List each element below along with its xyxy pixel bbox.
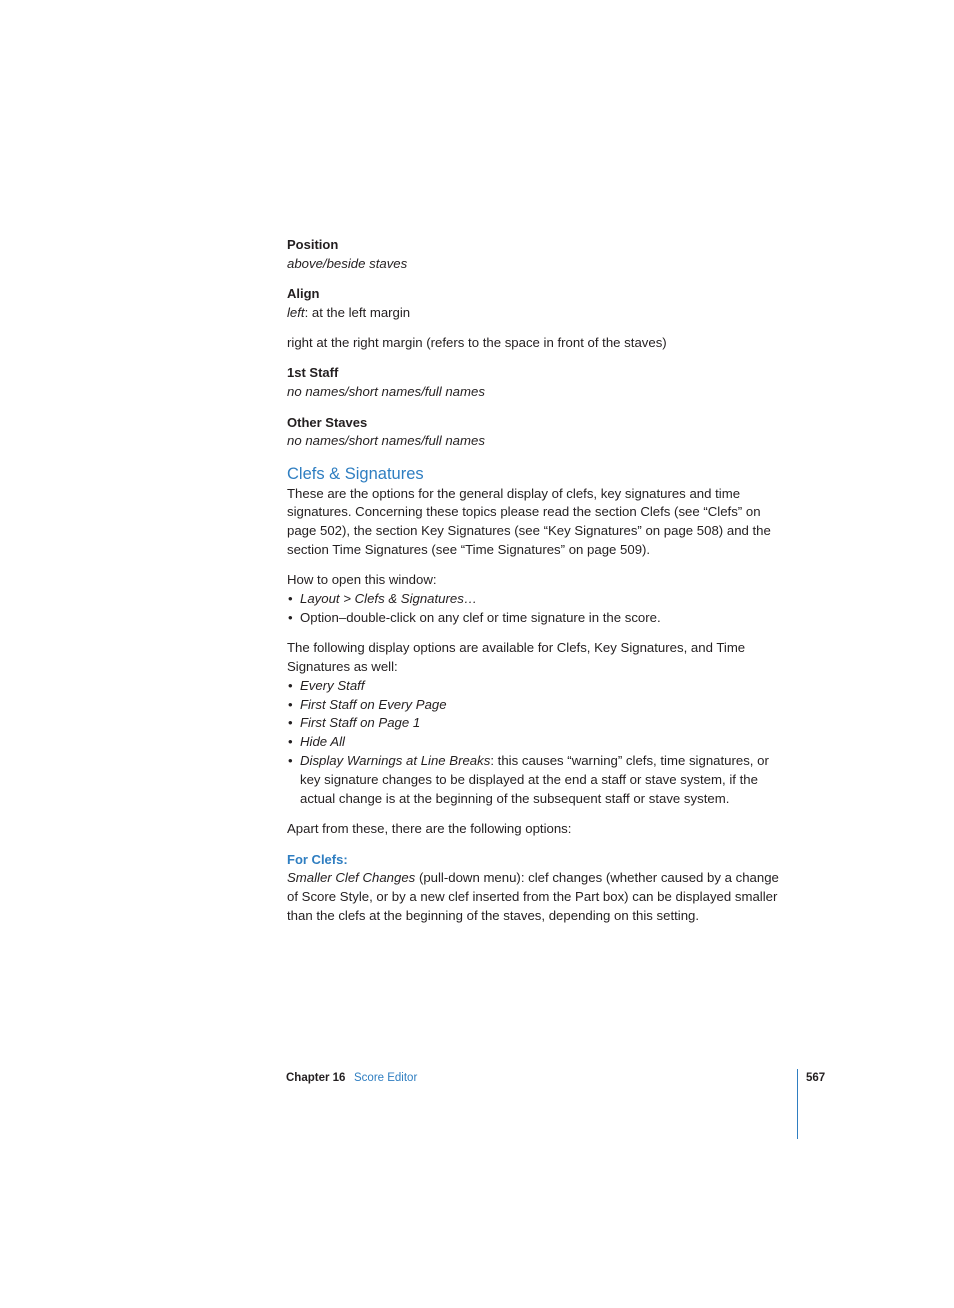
value-align-italic: left xyxy=(287,304,305,320)
list-item-text: Option–double-click on any clef or time signature in the score. xyxy=(300,609,661,625)
list-item xyxy=(287,714,792,733)
term-position: Position xyxy=(287,237,339,252)
term-align: Align xyxy=(287,286,320,302)
section-title: Clefs & Signatures xyxy=(287,464,424,483)
clef-description: (pull-down menu): clef changes (whether caused by a change of Score Style, or by a new clef inserted from the Part box) can be displayed smaller than the clefs at the beginning of the staves, depending on this setting. xyxy=(287,870,779,923)
list-item-italic: First Staff on Every Page xyxy=(300,696,447,712)
value-align-rest: : at the left margin xyxy=(304,304,411,320)
list-item-text: : this causes “warning” clefs, time signatures, or key signature changes to be displayed at the end a staff or stave system, if the actual change is at the beginning of the subsequent staff or stave system. xyxy=(300,753,769,806)
footer-chapter: Chapter 16 xyxy=(286,1072,346,1084)
footer-divider xyxy=(797,1069,798,1139)
list-item-italic: Display Warnings at Line Breaks xyxy=(300,753,491,769)
align-right-note: right at the right margin (refers to the space in front of the staves) xyxy=(287,335,667,351)
value-other-staves: no names/short names/full names xyxy=(287,433,485,449)
list-item xyxy=(287,609,792,628)
clef-term: Smaller Clef Changes xyxy=(287,870,416,886)
value-position: above/beside staves xyxy=(287,255,408,271)
list-item xyxy=(287,752,792,808)
list-item-italic: Layout > Clefs & Signatures… xyxy=(300,591,478,607)
clef-paragraph xyxy=(287,869,792,925)
open-label: How to open this window: xyxy=(287,572,437,588)
value-align xyxy=(287,304,792,323)
footer-chapter-title: Score Editor xyxy=(354,1072,418,1084)
term-first-staff: 1st Staff xyxy=(287,365,339,381)
page-body xyxy=(287,236,792,926)
display-label: The following display options are available for Clefs, Key Signatures, and Time Signatures as well: xyxy=(287,640,746,675)
list-item xyxy=(287,733,792,752)
list-item xyxy=(287,590,792,609)
subheading-for-clefs: For Clefs: xyxy=(287,852,348,868)
term-other-staves: Other Staves xyxy=(287,414,368,430)
list-item xyxy=(287,677,792,696)
value-first-staff: no names/short names/full names xyxy=(287,384,485,400)
list-item xyxy=(287,696,792,715)
open-list xyxy=(287,590,792,628)
display-list xyxy=(287,677,792,809)
list-item-italic: Every Staff xyxy=(300,677,365,693)
page-number: 567 xyxy=(806,1072,826,1084)
list-item-italic: First Staff on Page 1 xyxy=(300,715,421,731)
apart-text: Apart from these, there are the following options: xyxy=(287,820,572,836)
list-item-italic: Hide All xyxy=(300,734,345,750)
section-intro: These are the options for the general display of clefs, key signatures and time signatures. Concerning these topics please read the section Clefs (see “Clefs” on page 502), the section Key Signatures (see “Key Signatures” on page 508) and the section Time Signatures (see “Time Signatures” on page 509). xyxy=(287,485,771,558)
